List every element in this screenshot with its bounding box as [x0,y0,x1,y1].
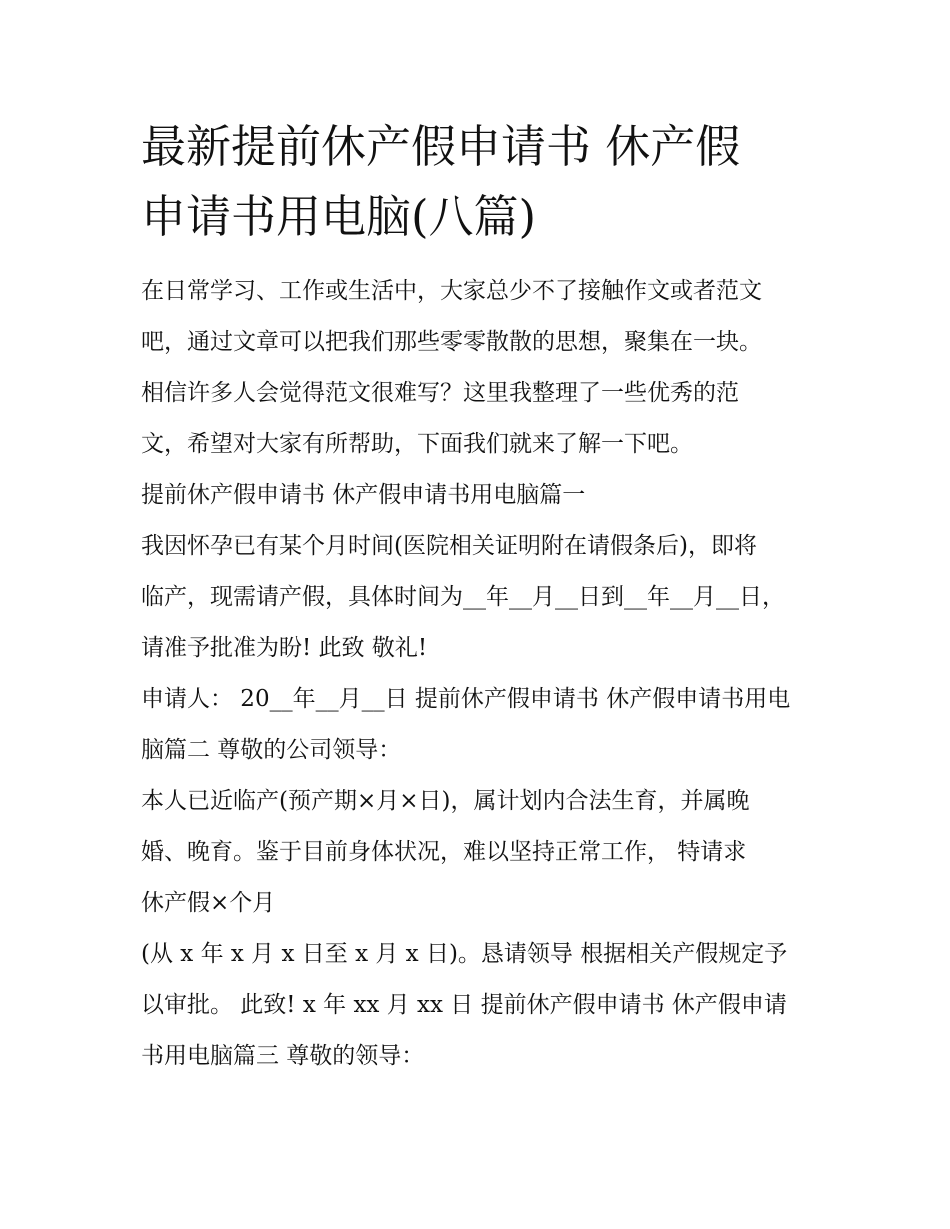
title-line-2: 申请书用电脑(八篇) [141,190,537,243]
document-content [141,112,816,1082]
body-line-3: 相信许多人会觉得范文很难写？这里我整理了一些优秀的范 [141,380,739,406]
body-line-10: 脑篇二 尊敬的公司领导： [141,737,402,763]
body-line-4: 文，希望对大家有所帮助，下面我们就来了解一下吧。 [141,431,693,457]
body-line-6: 我因怀孕已有某个月时间(医院相关证明附在请假条后)，即将 [141,533,757,559]
body-line-1: 在日常学习、工作或生活中，大家总少不了接触作文或者范文 [141,278,762,304]
body-line-7: 临产，现需请产假，具体时间为__年__月__日到__年__月__日， [141,584,785,610]
body-line-12: 婚、晚育。鉴于目前身体状况，难以坚持正常工作， 特请求 [141,839,747,865]
title-line-1: 最新提前休产假申请书 休产假 [141,120,741,173]
body-line-13: 休产假×个月 [141,890,276,916]
body-line-15: 以审批。 此致! x 年 xx 月 xx 日 提前休产假申请书 休产假申请 [141,992,787,1018]
body-line-14: (从 x 年 x 月 x 日至 x 月 x 日)。恳请领导 根据相关产假规定予 [141,941,788,967]
document-title [141,112,816,252]
body-line-2: 吧，通过文章可以把我们那些零零散散的思想，聚集在一块。 [141,329,762,355]
document-body [141,266,816,1082]
body-line-11: 本人已近临产(预产期×月×日)，属计划内合法生育，并属晚 [141,788,750,814]
body-line-9: 申请人： 20__年__月__日 提前休产假申请书 休产假申请书用电 [141,686,791,712]
body-line-8: 请准予批准为盼! 此致 敬礼! [141,635,428,661]
body-line-16: 书用电脑篇三 尊敬的领导： [141,1043,425,1069]
section-heading-1: 提前休产假申请书 休产假申请书用电脑篇一 [141,482,586,508]
